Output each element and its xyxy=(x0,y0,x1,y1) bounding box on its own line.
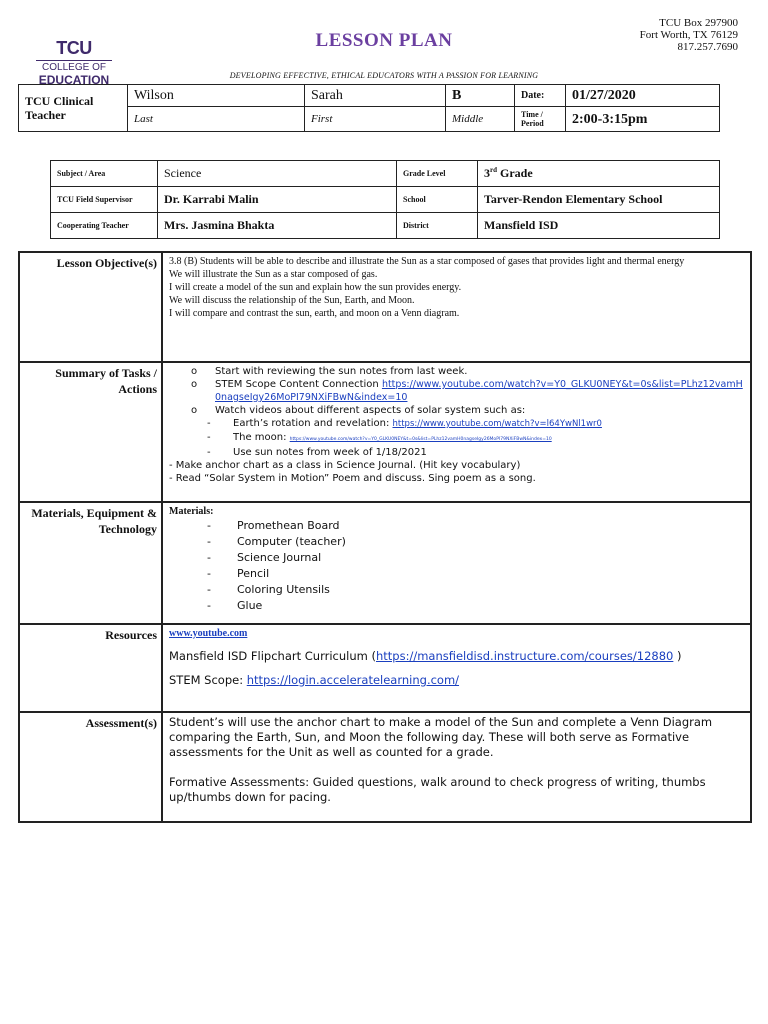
assessment-label: Assessment(s) xyxy=(19,712,162,822)
district-label: District xyxy=(397,213,478,239)
list-item: - Read “Solar System in Motion” Poem and discuss. Sing poem as a song. xyxy=(169,473,536,484)
lesson-details-table xyxy=(18,251,752,823)
bullet-marker: o xyxy=(191,366,198,377)
middle-name-label: Middle xyxy=(446,107,515,132)
flipchart-text-end: ) xyxy=(673,649,682,663)
dash-marker: - xyxy=(207,535,211,548)
flipchart-text: Mansfield ISD Flipchart Curriculum ( xyxy=(169,649,376,663)
objectives-content xyxy=(162,252,751,362)
list-item-text: Science Journal xyxy=(237,551,322,564)
dash-marker: - xyxy=(207,583,211,596)
stem-scope-line xyxy=(169,673,744,687)
summary-content xyxy=(162,362,751,502)
list-item: - Make anchor chart as a class in Science Journal. (Hit key vocabulary) xyxy=(169,460,521,471)
grade-number: 3 xyxy=(484,166,490,180)
first-name-value: Sarah xyxy=(305,85,446,107)
list-item xyxy=(169,534,744,550)
assessment-content xyxy=(162,712,751,822)
list-item-text: Promethean Board xyxy=(237,519,340,532)
district-value: Mansfield ISD xyxy=(478,213,720,239)
field-supervisor-label: TCU Field Supervisor xyxy=(51,187,158,213)
cooperating-teacher-label: Cooperating Teacher xyxy=(51,213,158,239)
stem-scope-video-link[interactable]: https://www.youtube.com/watch?v=Y0_GLKU0NEY&t=0s&list=PLhz12vamH0nagseIgy26MoPI79NXiFBwN&index=10 xyxy=(215,379,743,403)
logo-education-text: EDUCATION xyxy=(38,73,110,87)
objective-line: I will create a model of the sun and explain how the sun provides energy. xyxy=(169,282,462,293)
list-item xyxy=(169,365,744,378)
dash-marker: - xyxy=(207,551,211,564)
dash-marker: - xyxy=(207,599,211,612)
resources-content xyxy=(162,624,751,712)
summary-row xyxy=(19,362,751,502)
page-title: LESSON PLAN xyxy=(315,30,453,51)
list-item xyxy=(169,378,744,404)
flipchart-link[interactable]: https://mansfieldisd.instructure.com/courses/12880 xyxy=(375,649,674,663)
assessment-row xyxy=(19,712,751,822)
list-item-text: Watch videos about different aspects of solar system such as: xyxy=(215,405,526,416)
resources-row xyxy=(19,624,751,712)
last-name-label: Last xyxy=(128,107,305,132)
school-label: School xyxy=(397,187,478,213)
grade-word: Grade xyxy=(497,166,533,180)
earth-rotation-video-link[interactable]: https://www.youtube.com/watch?v=l64YwNl1wr0 xyxy=(392,419,602,429)
dash-marker: - xyxy=(207,418,211,429)
last-name-value: Wilson xyxy=(128,85,305,107)
list-item-text: Use sun notes from week of 1/18/2021 xyxy=(233,447,427,458)
bullet-marker: o xyxy=(191,405,198,416)
objectives-label: Lesson Objective(s) xyxy=(19,252,162,362)
grade-level-label: Grade Level xyxy=(397,161,478,187)
subject-value: Science xyxy=(158,161,397,187)
grade-suffix: rd xyxy=(490,166,497,174)
summary-label: Summary of Tasks / Actions xyxy=(19,362,162,502)
logo-tcu-text: TCU xyxy=(56,38,92,58)
list-item xyxy=(169,518,744,534)
moon-video-link[interactable]: https://www.youtube.com/watch?v=Y0_GLKU0NEY&t=0s&list=PLhz12vamH0nagseIgy26MoPI79NXiFBwN&index=10 xyxy=(289,437,552,442)
clinical-teacher-label: TCU Clinical Teacher xyxy=(19,85,128,132)
materials-content xyxy=(162,502,751,624)
objective-line: I will compare and contrast the sun, earth, and moon on a Venn diagram. xyxy=(169,308,460,319)
flipchart-line xyxy=(169,649,744,663)
objective-line: 3.8 (B) Students will be able to describe and illustrate the Sun as a star composed of gases that provides light and thermal energy xyxy=(169,256,685,267)
list-item xyxy=(169,566,744,582)
cooperating-teacher-value: Mrs. Jasmina Bhakta xyxy=(158,213,397,239)
middle-initial-value: B xyxy=(446,85,515,107)
bullet-marker: o xyxy=(191,379,198,390)
list-item-text: Glue xyxy=(237,599,263,612)
materials-heading: Materials: xyxy=(169,506,214,517)
objective-line: We will illustrate the Sun as a star composed of gas. xyxy=(169,269,378,280)
dash-marker: - xyxy=(207,447,211,458)
resources-label: Resources xyxy=(19,624,162,712)
address-line: TCU Box 297900 xyxy=(659,17,738,29)
materials-label: Materials, Equipment & Technology xyxy=(19,502,162,624)
assessment-paragraph: Formative Assessments: Guided questions, walk around to check progress of writing, thumbs up/thumbs down for pacing. xyxy=(169,775,706,804)
sub-list-item xyxy=(169,446,744,459)
assessment-paragraph: Student’s will use the anchor chart to make a model of the Sun and complete a Venn Diagram comparing the Earth, Sun, and Moon the following day. These will both serve as Formative assessments for the Unit as well as counted for a grade. xyxy=(169,715,713,759)
sub-list-item xyxy=(169,431,744,446)
tagline: DEVELOPING EFFECTIVE, ETHICAL EDUCATORS WITH A PASSION FOR LEARNING xyxy=(229,71,539,80)
dash-marker: - xyxy=(207,519,211,532)
list-item xyxy=(169,404,744,417)
list-item xyxy=(169,582,744,598)
youtube-link[interactable]: www.youtube.com xyxy=(169,628,248,639)
subject-label: Subject / Area xyxy=(51,161,158,187)
list-item-text: Earth’s rotation and revelation: xyxy=(233,418,393,429)
time-period-label: Time / Period xyxy=(515,107,566,132)
list-item-text: The moon: xyxy=(233,432,290,443)
dash-marker: - xyxy=(207,432,211,443)
list-item-text: STEM Scope Content Connection xyxy=(215,379,382,390)
grade-level-value xyxy=(478,161,720,187)
teacher-table xyxy=(18,84,720,132)
course-info-table xyxy=(50,160,720,239)
list-item xyxy=(169,598,744,614)
list-item-text: Start with reviewing the sun notes from last week. xyxy=(215,366,468,377)
objectives-row xyxy=(19,252,751,362)
address-block xyxy=(640,17,738,53)
address-line: 817.257.7690 xyxy=(677,41,738,53)
materials-row xyxy=(19,502,751,624)
list-item-text: Coloring Utensils xyxy=(237,583,330,596)
list-item xyxy=(169,550,744,566)
list-item-text: Computer (teacher) xyxy=(237,535,346,548)
time-period-value: 2:00-3:15pm xyxy=(566,107,720,132)
date-value: 01/27/2020 xyxy=(566,85,720,107)
dash-marker: - xyxy=(207,567,211,580)
sub-list-item xyxy=(169,417,744,431)
school-value: Tarver-Rendon Elementary School xyxy=(478,187,720,213)
logo-college-text: COLLEGE OF xyxy=(36,60,112,73)
date-label: Date: xyxy=(515,85,566,107)
stem-scope-link[interactable]: https://login.acceleratelearning.com/ xyxy=(246,673,460,687)
stem-scope-text: STEM Scope: xyxy=(169,673,247,687)
objective-line: We will discuss the relationship of the Sun, Earth, and Moon. xyxy=(169,295,415,306)
list-item-text: Pencil xyxy=(237,567,270,580)
address-line: Fort Worth, TX 76129 xyxy=(639,29,738,41)
first-name-label: First xyxy=(305,107,446,132)
field-supervisor-value: Dr. Karrabi Malin xyxy=(158,187,397,213)
